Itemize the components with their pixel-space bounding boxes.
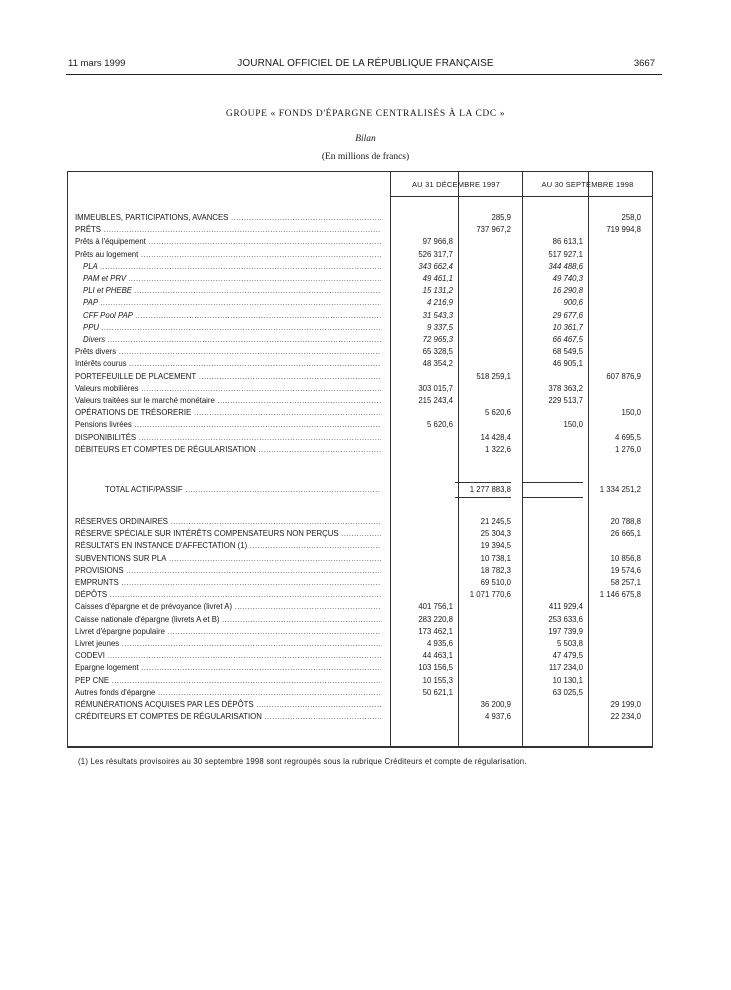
row-label <box>75 638 381 650</box>
value-1998-detail: 229 513,7 <box>548 396 583 405</box>
row-label <box>83 322 381 334</box>
row-label-text: IMMEUBLES, PARTICIPATIONS, AVANCES <box>75 213 229 222</box>
row-label-text: PAM et PRV <box>83 274 127 283</box>
value-1997-detail: 49 461,1 <box>422 274 453 283</box>
footnote-rule <box>67 747 653 748</box>
row-label <box>75 358 381 370</box>
value-1998-detail: 10 130,1 <box>552 675 583 685</box>
value-1998-detail: 117 234,0 <box>548 663 583 673</box>
row-label-text: DÉPÔTS <box>75 590 108 600</box>
row-label <box>83 334 381 346</box>
row-label-text: DISPONIBILITÉS <box>75 432 137 442</box>
value-1998-total: 10 856,8 <box>610 553 641 563</box>
table-row <box>75 601 645 613</box>
table-row <box>75 516 645 528</box>
row-label <box>75 675 381 687</box>
row-label <box>83 310 381 322</box>
table-row <box>75 224 645 236</box>
value-1997-detail: 401 756,1 <box>418 602 453 612</box>
row-label-text: RÉSERVES ORDINAIRES <box>75 517 169 526</box>
row-label-text: PPU <box>83 322 100 332</box>
row-label-text: Caisse nationale d'épargne (livrets A et B) <box>75 614 220 624</box>
table-row <box>75 540 645 552</box>
row-label <box>75 687 381 699</box>
row-label-text: PORTEFEUILLE DE PLACEMENT <box>75 371 197 381</box>
value-1998-detail: 63 025,5 <box>552 687 583 697</box>
table-row <box>75 273 645 285</box>
value-1998-detail: 46 905,1 <box>552 359 583 369</box>
row-label-text: Intérêts courus <box>75 359 127 369</box>
row-label-text: CODEVI <box>75 651 105 661</box>
row-label-text: Livret jeunes <box>75 639 120 648</box>
value-1997-total: 69 510,0 <box>480 578 511 587</box>
row-label <box>75 540 381 552</box>
row-label-text: OPÉRATIONS DE TRÉSORERIE <box>75 408 192 418</box>
row-label-text: RÉSERVE SPÉCIALE SUR INTÉRÊTS COMPENSATEURS NON PERÇUS <box>75 529 339 539</box>
row-label <box>75 395 381 407</box>
value-1997-total: 737 967,2 <box>476 225 511 235</box>
row-label-text: Autres fonds d'épargne <box>75 687 156 697</box>
row-label <box>75 407 381 419</box>
value-1997-detail: 215 243,4 <box>418 396 453 405</box>
row-label <box>75 528 381 540</box>
value-1998-detail: 47 479,5 <box>552 651 583 661</box>
value-1998-total: 607 876,9 <box>606 371 641 381</box>
row-label-text: PLI et PHEBE <box>83 286 132 296</box>
table-subtitle: Bilan <box>355 134 376 144</box>
value-1998-detail: 10 361,7 <box>552 322 583 332</box>
value-1997-total: 36 200,9 <box>480 700 511 709</box>
total-1997: 1 277 883,8 <box>469 485 511 494</box>
value-1998-total: 258,0 <box>621 213 641 222</box>
value-1997-detail: 4 935,6 <box>426 639 453 648</box>
value-1998-total: 4 695,5 <box>614 432 641 442</box>
row-label <box>75 565 381 577</box>
table-row <box>75 638 645 650</box>
row-label <box>83 297 381 309</box>
row-label-text: Pensions livrées <box>75 420 132 430</box>
total-1998: 1 334 251,2 <box>599 485 641 494</box>
row-label-text: PAP <box>83 298 99 308</box>
value-1998-total: 29 199,0 <box>610 700 641 709</box>
row-label-text: PLA <box>83 261 98 271</box>
row-label-text: RÉMUNÉRATIONS ACQUISES PAR LES DÉPÔTS <box>75 700 254 709</box>
table-row <box>75 358 645 370</box>
table-row <box>75 577 645 589</box>
value-1997-detail: 343 662,4 <box>418 261 453 271</box>
value-1997-total: 21 245,5 <box>480 517 511 526</box>
value-1998-total: 19 574,6 <box>610 565 641 575</box>
row-label-text: Prêts au logement <box>75 249 139 259</box>
row-label <box>83 273 381 285</box>
value-1997-detail: 65 328,5 <box>422 347 453 357</box>
value-1998-total: 1 146 675,8 <box>599 590 641 600</box>
total-label <box>105 484 381 496</box>
table-title: GROUPE « FONDS D'ÉPARGNE CENTRALISÉS À LA CDC » <box>225 109 506 119</box>
row-label <box>75 371 381 383</box>
value-1998-detail: 49 740,3 <box>552 274 583 283</box>
table-row <box>75 371 645 383</box>
row-label <box>75 699 381 711</box>
value-1998-detail: 68 549,5 <box>552 347 583 357</box>
row-label-text: Valeurs mobilières <box>75 383 139 393</box>
table-row <box>75 650 645 662</box>
value-1997-detail: 50 621,1 <box>422 687 453 697</box>
value-1997-total: 518 259,1 <box>476 371 511 381</box>
row-label <box>75 577 381 589</box>
table-row <box>75 395 645 407</box>
table-row <box>75 675 645 687</box>
row-label-text: PRÊTS <box>75 225 101 235</box>
value-1997-detail: 44 463,1 <box>422 651 453 661</box>
row-label-text: PEP CNE <box>75 675 110 685</box>
row-label <box>75 432 381 444</box>
row-label <box>75 224 381 236</box>
value-1998-detail: 86 613,1 <box>552 237 583 247</box>
row-label-text: Valeurs traitées sur le marché monétaire <box>75 396 215 405</box>
row-label-text: DÉBITEURS ET COMPTES DE RÉGULARISATION <box>75 444 256 454</box>
total-rule <box>523 482 583 483</box>
value-1998-total: 20 788,8 <box>610 517 641 526</box>
value-1998-total: 22 234,0 <box>610 712 641 722</box>
header-rule <box>66 74 662 75</box>
value-1997-total: 10 738,1 <box>480 553 511 563</box>
table-row <box>75 699 645 711</box>
value-1997-detail: 97 966,8 <box>422 237 453 247</box>
row-label-text: Prêts divers <box>75 347 117 357</box>
value-1997-detail: 5 620,6 <box>426 420 453 430</box>
row-label-text: Prêts à l'équipement <box>75 237 146 247</box>
table-row <box>75 444 645 456</box>
row-label-text: Epargne logement <box>75 663 139 673</box>
value-1997-detail: 48 354,2 <box>422 359 453 369</box>
value-1997-detail: 303 015,7 <box>418 383 453 393</box>
row-label <box>75 711 381 723</box>
table-row <box>75 346 645 358</box>
table-row <box>75 322 645 334</box>
value-1997-total: 1 071 770,6 <box>469 590 511 600</box>
row-label <box>83 285 381 297</box>
value-1997-detail: 10 155,3 <box>422 675 453 685</box>
row-label <box>75 626 381 638</box>
value-1998-detail: 5 503,8 <box>556 639 583 648</box>
table-row <box>75 407 645 419</box>
row-label-text: CRÉDITEURS ET COMPTES DE RÉGULARISATION <box>75 712 262 722</box>
value-1997-detail: 31 543,3 <box>422 310 453 320</box>
row-label <box>75 601 381 613</box>
row-label <box>75 553 381 565</box>
value-1997-total: 285,9 <box>491 213 511 222</box>
value-1997-detail: 15 131,2 <box>422 286 453 296</box>
row-label-text: PROVISIONS <box>75 565 124 575</box>
column-header-1998: AU 30 SEPTEMBRE 1998 <box>541 180 634 189</box>
table-row <box>75 432 645 444</box>
value-1997-total: 5 620,6 <box>484 408 511 418</box>
row-label <box>75 650 381 662</box>
value-1997-total: 25 304,3 <box>480 529 511 539</box>
table-row <box>75 711 645 723</box>
value-1997-total: 1 322,6 <box>484 444 511 454</box>
value-1997-detail: 103 156,5 <box>418 663 453 673</box>
table-row <box>75 249 645 261</box>
value-1998-detail: 253 633,6 <box>548 614 583 624</box>
value-1997-detail: 72 965,3 <box>422 335 453 344</box>
value-1998-detail: 517 927,1 <box>548 249 583 259</box>
row-label <box>75 346 381 358</box>
table-row <box>75 687 645 699</box>
value-1998-total: 719 994,8 <box>606 225 641 235</box>
table-row <box>75 589 645 601</box>
row-label <box>75 249 381 261</box>
value-1998-detail: 66 467,5 <box>552 335 583 344</box>
column-header-1997: AU 31 DÉCEMBRE 1997 <box>411 180 500 189</box>
row-label-text: Caisses d'épargne et de prévoyance (livret A) <box>75 602 233 612</box>
row-label <box>75 589 381 601</box>
row-label <box>75 444 381 456</box>
value-1997-total: 4 937,6 <box>484 712 511 722</box>
value-1998-detail: 411 929,4 <box>548 602 583 612</box>
value-1998-detail: 150,0 <box>563 420 583 430</box>
row-label <box>75 516 381 528</box>
value-1997-total: 14 428,4 <box>480 432 511 442</box>
table-row <box>75 236 645 248</box>
value-1998-detail: 197 739,9 <box>548 626 583 636</box>
table-units: (En millions de francs) <box>321 152 410 162</box>
table-row <box>75 297 645 309</box>
value-1997-detail: 283 220,8 <box>418 614 453 624</box>
table-row <box>75 626 645 638</box>
table-row <box>75 419 645 431</box>
table-row <box>75 528 645 540</box>
value-1998-detail: 16 290,8 <box>552 286 583 296</box>
row-label-text: EMPRUNTS <box>75 578 119 587</box>
table-row <box>75 334 645 346</box>
row-label <box>75 614 381 626</box>
row-label-text: SUBVENTIONS SUR PLA <box>75 553 167 563</box>
table-row <box>75 310 645 322</box>
table-row <box>75 383 645 395</box>
table-row <box>75 285 645 297</box>
total-rule <box>455 497 511 498</box>
table-row <box>75 662 645 674</box>
value-1998-detail: 344 488,6 <box>548 261 583 271</box>
value-1998-detail: 378 363,2 <box>548 383 583 393</box>
row-label-text: CFF Pool PAP <box>83 310 133 320</box>
row-label-text: Divers <box>83 335 106 344</box>
value-1997-detail: 526 317,7 <box>418 249 453 259</box>
table-row <box>75 565 645 577</box>
table-row <box>75 261 645 273</box>
value-1998-total: 1 276,0 <box>614 444 641 454</box>
header-page-number: 3667 <box>633 58 655 69</box>
value-1998-detail: 29 677,6 <box>552 310 583 320</box>
row-label-text: Livret d'épargne populaire <box>75 626 165 636</box>
value-1997-total: 18 782,3 <box>480 565 511 575</box>
row-label <box>75 212 381 224</box>
row-label <box>75 662 381 674</box>
table-row <box>75 614 645 626</box>
row-label <box>75 236 381 248</box>
footnote: (1) Les résultats provisoires au 30 septembre 1998 sont regroupés sous la rubrique Créditeurs et compte de régularisation. <box>78 757 527 766</box>
value-1997-detail: 4 216,9 <box>426 298 453 308</box>
header-journal: JOURNAL OFFICIEL DE LA RÉPUBLIQUE FRANÇAISE <box>237 58 494 69</box>
header-date: 11 mars 1999 <box>68 58 126 69</box>
column-header-rule <box>390 196 653 197</box>
value-1997-detail: 9 337,5 <box>426 322 453 332</box>
total-label-text: TOTAL ACTIF/PASSIF <box>105 485 183 494</box>
total-rule <box>523 497 583 498</box>
table-row <box>75 212 645 224</box>
row-label <box>75 419 381 431</box>
table-row <box>75 553 645 565</box>
row-label-text: RÉSULTATS EN INSTANCE D'AFFECTATION (1) <box>75 541 248 551</box>
row-label <box>75 383 381 395</box>
value-1998-detail: 900,6 <box>563 298 583 308</box>
value-1998-total: 150,0 <box>621 408 641 418</box>
value-1997-detail: 173 462,1 <box>418 626 453 636</box>
value-1997-total: 19 394,5 <box>480 541 511 551</box>
total-rule <box>455 482 511 483</box>
value-1998-total: 26 665,1 <box>610 529 641 539</box>
row-label <box>83 261 381 273</box>
value-1998-total: 58 257,1 <box>610 578 641 587</box>
total-row <box>75 484 645 496</box>
